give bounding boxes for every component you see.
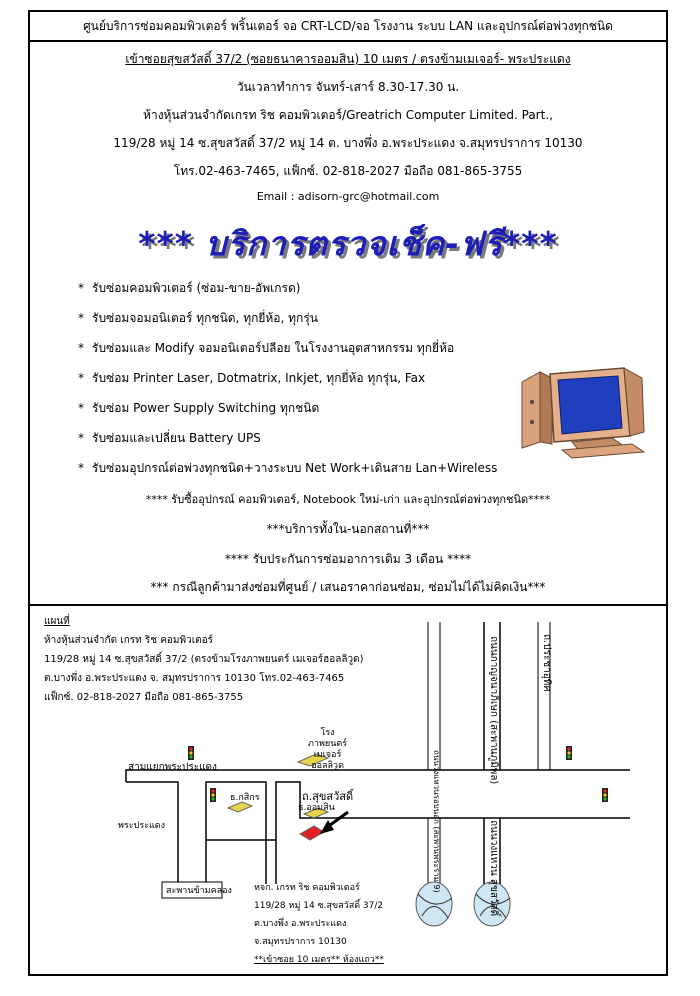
area-label: พระประแดง — [118, 821, 166, 831]
junction-label: สามแยกพระประแดง — [128, 762, 217, 773]
service-item: * รับซ่อมและ Modify จอมอนิเตอร์ปลีอย ในโรงงานอุตสาหกรรม ทุกยี่ห้อ — [78, 341, 455, 355]
shop-info: หจก. เกรท ริช คอมพิวเตอร์ 119/28 หมู่ 14 ซ.สุขสวัสดิ์ 37/2 ต.บางพึ่ง อ.พระประแดง จ.สมุทรปราการ 10130 **เข้าซอย 10 เมตร** ห้องแถว** — [254, 883, 384, 965]
header-title: ศูนย์บริการซ่อมคอมพิวเตอร์ พริ้นเตอร์ จอ CRT-LCD/จอ โรงงาน ระบบ LAN และอุปกรณ์ต่อพ่วงทุกชนิด — [83, 18, 613, 33]
map-address: 119/28 หมู่ 14 ซ.สุขสวัสดิ์ 37/2 (ตรงข้ามโรงภาพยนตร์ เมเจอร์ฮอลลิวูด) — [44, 654, 364, 665]
service-item: * รับซ่อมอุปกรณ์ต่อพ่วงทุกชนิด+วางระบบ Net Work+เดินสาย Lan+Wireless — [78, 461, 498, 475]
section-divider — [30, 604, 666, 606]
cinema-label: โรง ภาพยนตร์ เมเจอร์ ฮอลลิวูด — [308, 728, 348, 771]
road-label: ถ.สุขสวัสดิ์ — [302, 790, 354, 803]
address-line: 119/28 หมู่ 14 ซ.สุขสวัสดิ์ 37/2 หมู่ 14 ต. บางพึ่ง อ.พระประแดง จ.สมุทรปราการ 10130 — [113, 136, 583, 150]
service-item: * รับซ่อมคอมพิวเตอร์ (ซ่อม-ขาย-อัพเกรด) — [78, 281, 301, 295]
road-label: ถ.ประชาอุทิศ — [541, 634, 552, 692]
hours-line: วันเวลาทำการ จันทร์-เสาร์ 8.30-17.30 น. — [236, 80, 460, 94]
service-item: * รับซ่อม Power Supply Switching ทุกชนิด — [78, 401, 320, 415]
email-line: Email : adisorn-grc@hotmail.com — [256, 190, 440, 203]
company-line: ห้างหุ้นส่วนจำกัดเกรท ริช คอมพิวเตอร์/Greatrich Computer Limited. Part., — [143, 108, 553, 122]
arrow-icon — [320, 812, 348, 834]
bullet-mark: * — [78, 341, 84, 355]
services-list — [78, 280, 497, 490]
bullet-mark: * — [78, 281, 84, 295]
map-address: ต.บางพึ่ง อ.พระประแดง จ. สมุทรปราการ 10130 โทร.02-463-7465 — [44, 673, 345, 684]
bullet-mark: * — [78, 431, 84, 445]
computer-icon — [512, 362, 662, 462]
map-heading: แผนที่ — [44, 616, 70, 627]
bank-label: ธ.ออมสิน — [298, 803, 335, 813]
map-company: ห้างหุ้นส่วนจำกัด เกรท ริช คอมพิวเตอร์ — [44, 635, 214, 646]
note-line: **** รับประกันการซ่อมอาการเดิม 3 เดือน **** — [224, 552, 472, 566]
location-line: เข้าซอยสุขสวัสดิ์ 37/2 (ซอยธนาคารออมสิน) 10 เมตร / ตรงข้ามเมเจอร์- พระประแดง — [125, 52, 571, 66]
header-bar — [30, 12, 666, 42]
service-item: * รับซ่อมและเปลี่ยน Battery UPS — [78, 431, 261, 445]
service-item: * รับซ่อม Printer Laser, Dotmatrix, Inkjet, ทุกยี่ห้อ ทุกรุ่น, Fax — [78, 371, 426, 385]
bridge-label: สะพานข้ามคลอง — [166, 886, 232, 896]
road-label: ถนนวงแหวน สุขสวัสดิ์ — [488, 820, 499, 917]
note-line: ***บริการทั้งใน-นอกสถานที่*** — [266, 522, 430, 536]
bullet-mark: * — [78, 371, 84, 385]
bullet-mark: * — [78, 401, 84, 415]
bullet-mark: * — [78, 311, 84, 325]
bank-label: ธ.กสิกร — [230, 793, 260, 803]
map-address: แฟ็กซ์. 02-818-2027 มือถือ 081-865-3755 — [44, 692, 244, 703]
free-check-banner: *** บริการตรวจเช็ค-ฟรี*** — [138, 224, 558, 263]
road-label: ถนนวงแหวนรอบนอก (สะพานพระราม 9) — [432, 750, 441, 893]
phones-line: โทร.02-463-7465, แฟ็กซ์. 02-818-2027 มือถือ 081-865-3755 — [173, 164, 523, 178]
service-item: * รับซ่อมจอมอนิเตอร์ ทุกชนิด, ทุกยี่ห้อ, ทุกรุ่น — [78, 311, 318, 325]
road-label: ถนนกาญจนาภิเษก (สะพานภูมิพล) — [488, 636, 499, 785]
note-line: *** กรณีลูกค้ามาส่งซ่อมที่ศูนย์ / เสนอราคาก่อนซ่อม, ซ่อมไม่ได้ไม่คิดเงิน*** — [150, 580, 546, 594]
flyer-frame — [28, 10, 668, 976]
note-line: **** รับซื้ออุปกรณ์ คอมพิวเตอร์, Notebook ใหม่-เก่า และอุปกรณ์ต่อพ่วงทุกชนิด**** — [145, 493, 551, 506]
bullet-mark: * — [78, 461, 84, 475]
